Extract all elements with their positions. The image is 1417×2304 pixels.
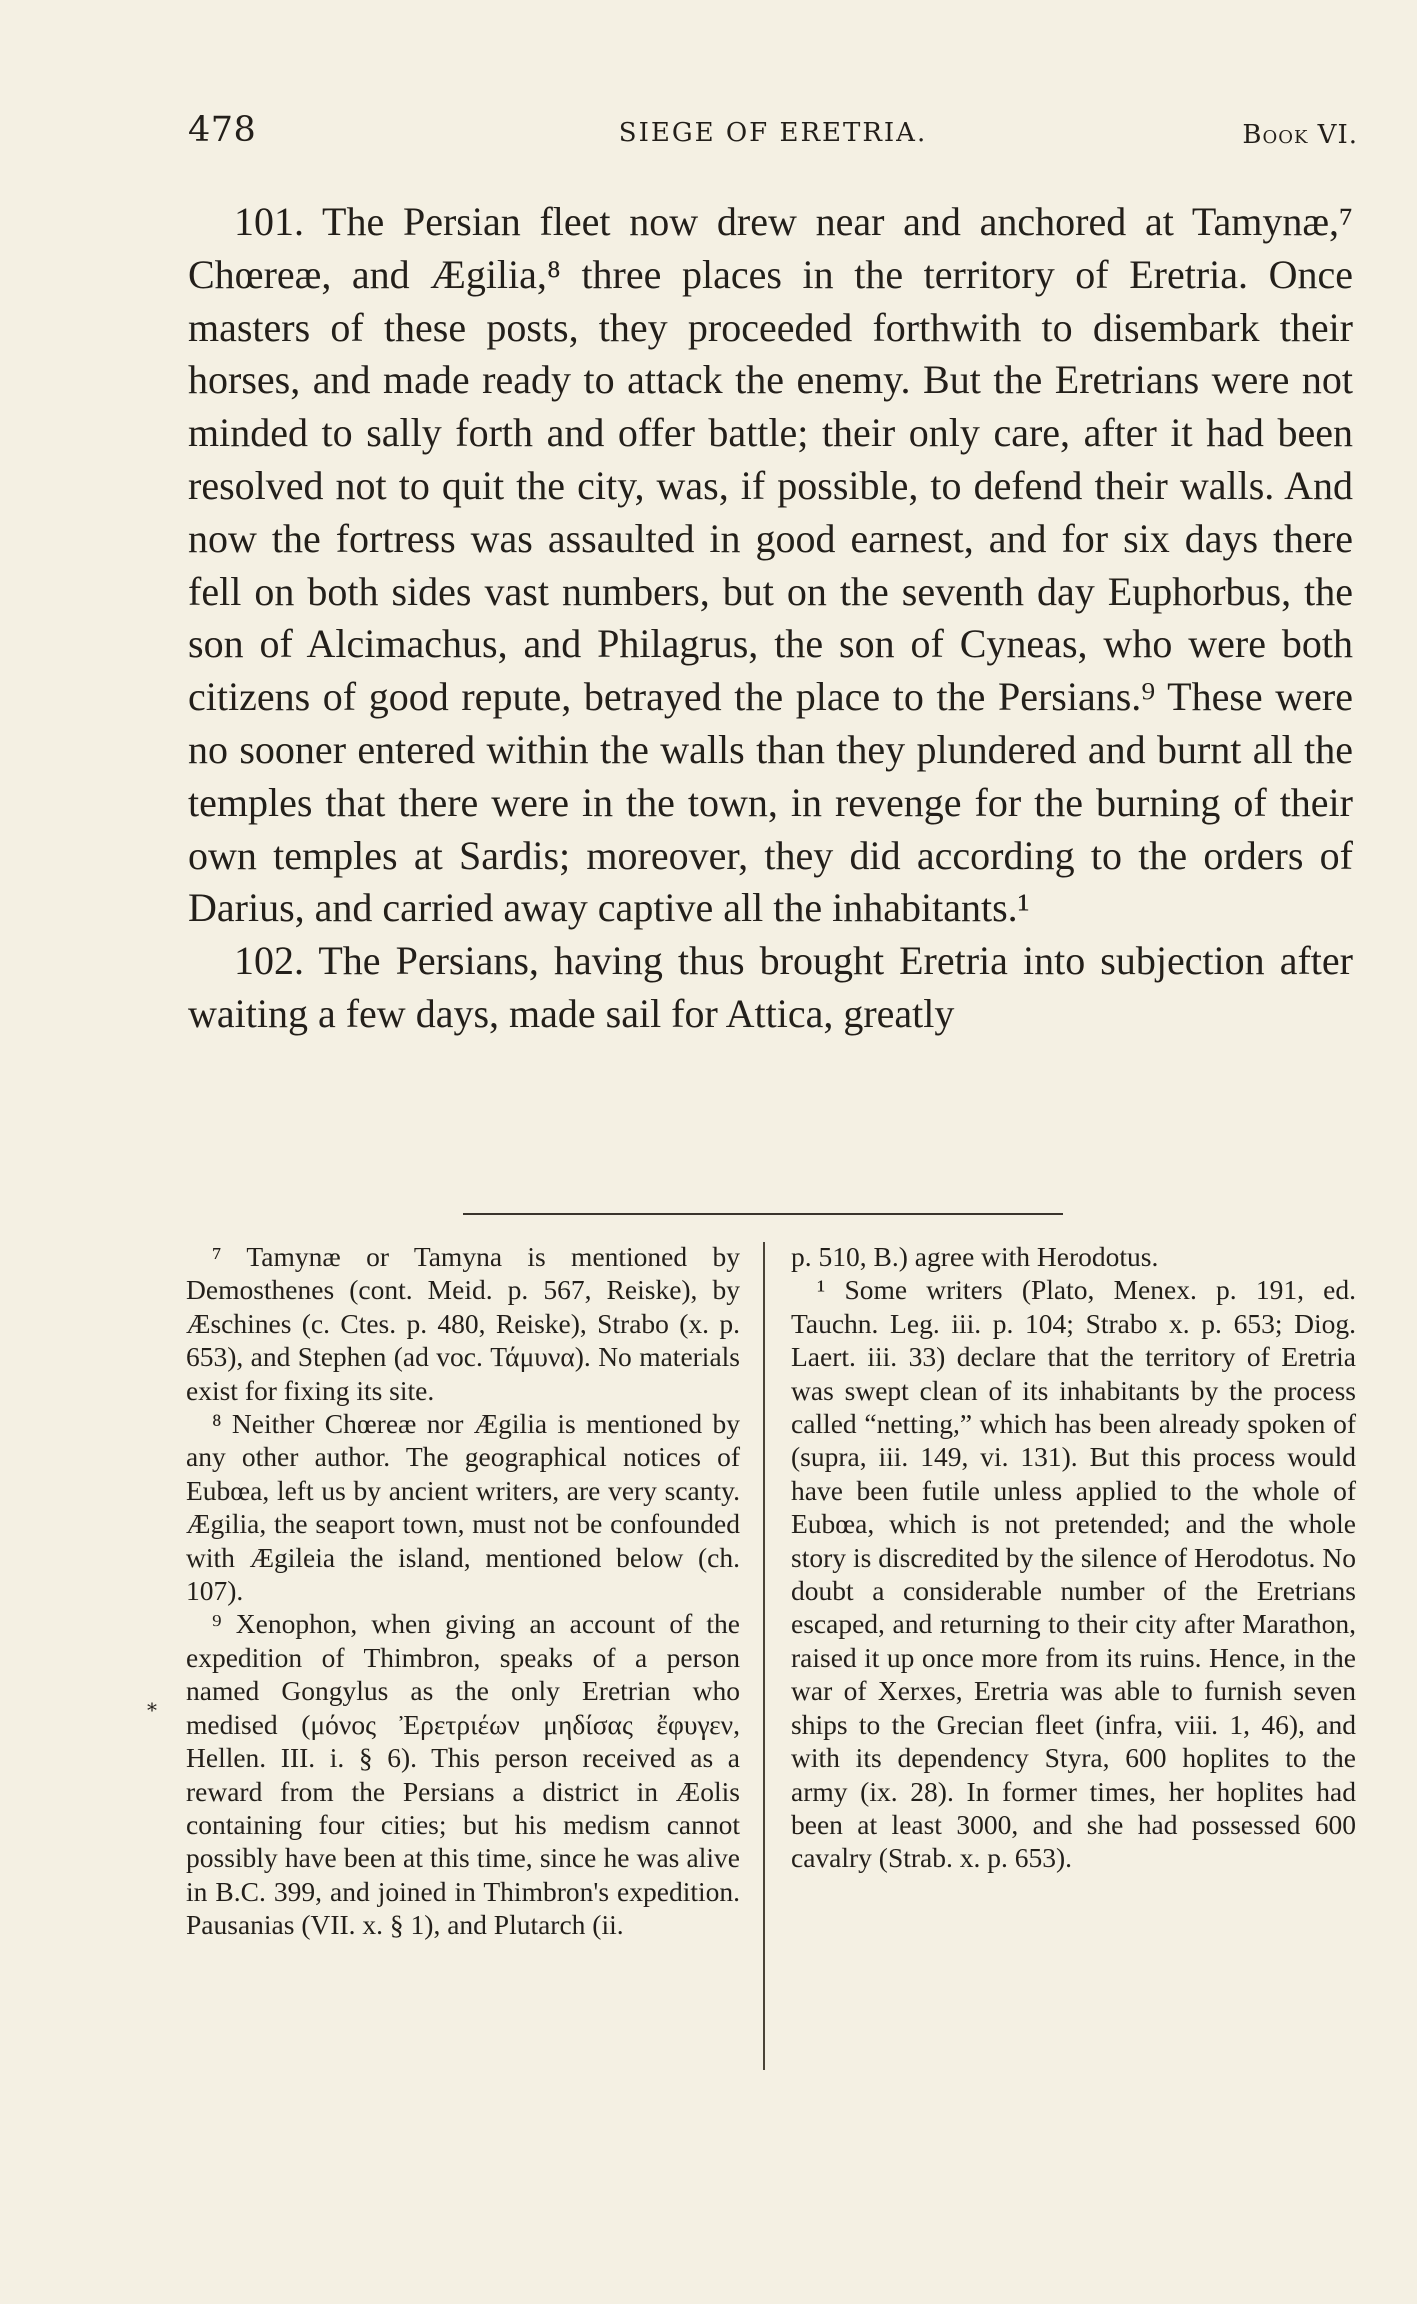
footnote-9-continued: p. 510, B.) agree with Herodotus. <box>791 1241 1159 1272</box>
footnote-separator <box>463 1213 1063 1215</box>
running-title: SIEGE OF ERETRIA. <box>618 118 928 148</box>
margin-mark: ⁎ <box>147 1692 157 1716</box>
footnote-8: ⁸ Neither Chœreæ nor Ægilia is mentioned by any other author. The geographical notices of Eubœa, left us by ancient writers, are very scanty. Ægilia, the seaport town, must not be confounded with Ægileia the island, mentioned below (ch. 107). <box>186 1408 740 1607</box>
page-header <box>188 110 1358 156</box>
paragraph-102: 102. The Persians, having thus brought Eretria into subjection after waiting a few days, made sail for Attica, greatly <box>188 938 1353 1036</box>
paragraph-101: 101. The Persian fleet now drew near and anchored at Tamynæ,⁷ Chœreæ, and Ægilia,⁸ three places in the territory of Eretria. Once masters of these posts, they proceeded forthwith to disembark their horses, and made ready to attack the enemy. But the Eretrians were not minded to sally forth and offer battle; their only care, after it had been resolved not to quit the city, was, if possible, to defend their walls. And now the fortress was assaulted in good earnest, and for six days there fell on both sides vast numbers, but on the seventh day Euphorbus, the son of Alcimachus, and Philagrus, the son of Cyneas, who were both citizens of good repute, betrayed the place to the Persians.⁹ These were no sooner entered within the walls than they plundered and burnt all the temples that there were in the town, in revenge for the burning of their own temples at Sardis; moreover, they did according to the orders of Darius, and carried away captive all the inhabitants.¹ <box>188 199 1353 931</box>
footnotes-right-column <box>791 1240 1356 1875</box>
book-label: Book VI. <box>1242 120 1358 150</box>
footnote-1: ¹ Some writers (Plato, Menex. p. 191, ed. Tauchn. Leg. iii. p. 104; Strabo x. p. 653; Diog. Laert. iii. 33) declare that the territory of Eretria was swept clean of its inhabitants by the process called “netting,” which has been already spoken of (supra, iii. 149, vi. 131). But this process would have been futile unless applied to the whole of Eubœa, which is not pretended; and the whole story is discredited by the silence of Herodotus. No doubt a considerable number of the Eretrians escaped, and returning to their city after Marathon, raised it up once more from its ruins. Hence, in the war of Xerxes, Eretria was able to furnish seven ships to the Grecian fleet (infra, viii. 1, 46), and with its dependency Styra, 600 hoplites to the army (ix. 28). In former times, her hoplites had been at least 3000, and she had possessed 600 cavalry (Strab. x. p. 653). <box>791 1274 1356 1874</box>
page-number: 478 <box>188 110 257 150</box>
footnote-9: ⁹ Xenophon, when giving an account of the expedition of Thimbron, speaks of a person named Gongylus as the only Eretrian who medised (μόνος Ἐρετριέων μηδίσας ἔφυγεν, Hellen. III. i. § 6). This person received as a reward from the Persians a district in Æolis containing four cities; but his medism cannot possibly have been at this time, since he was alive in B.C. 399, and joined in Thimbron's expedition. Pausanias (VII. x. § 1), and Plutarch (ii. <box>186 1608 740 1941</box>
main-text <box>188 196 1353 1041</box>
column-divider <box>763 1242 765 2070</box>
footnotes-left-column <box>186 1240 740 1942</box>
footnote-7: ⁷ Tamynæ or Tamyna is mentioned by Demosthenes (cont. Meid. p. 567, Reiske), by Æschines (c. Ctes. p. 480, Reiske), Strabo (x. p. 653), and Stephen (ad voc. Τάμυνα). No materials exist for fixing its site. <box>186 1241 740 1406</box>
